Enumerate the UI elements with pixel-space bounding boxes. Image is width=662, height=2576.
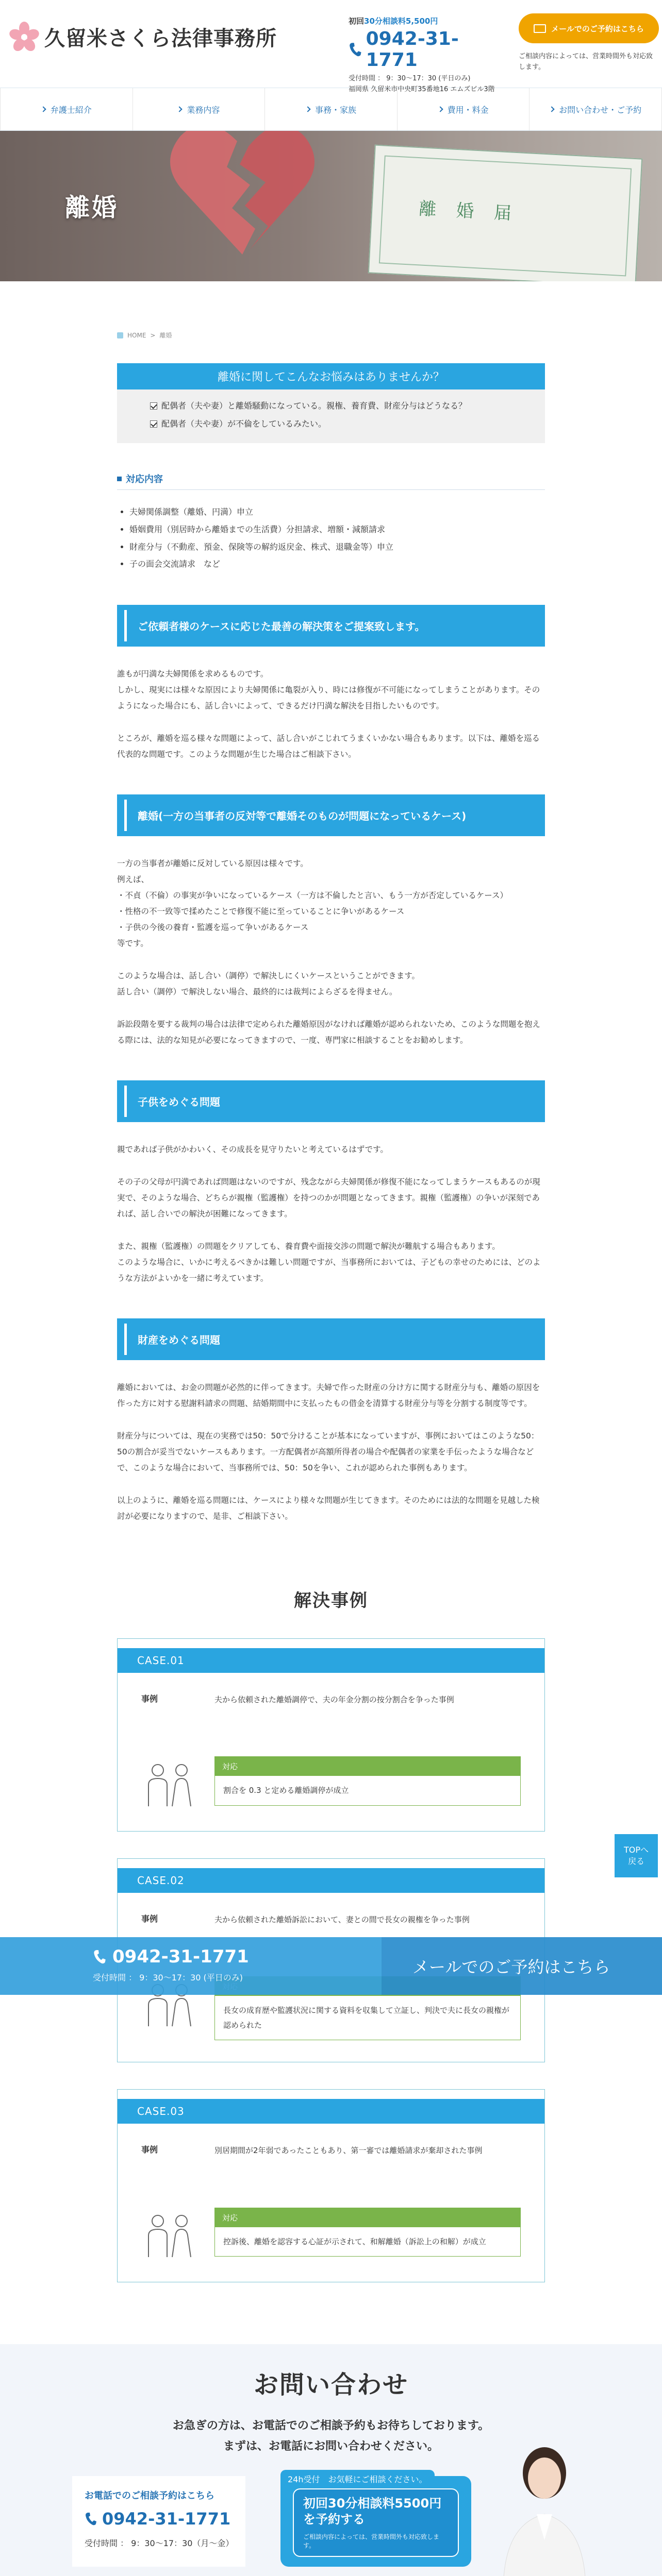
breadcrumb-current: 離婚 (159, 332, 172, 339)
nav-lawyer[interactable]: 弁護士紹介 (0, 88, 133, 130)
nav-family[interactable]: 事務・家族 (265, 88, 398, 130)
case-head: CASE.03 (118, 2099, 544, 2124)
worry-title: 離婚に関してこんなお悩みはありませんか？ (117, 363, 545, 389)
phone-icon (349, 42, 362, 57)
header-contact (349, 15, 508, 95)
broken-heart-icon (160, 131, 325, 265)
breadcrumb: HOME > 離婚 (117, 331, 545, 340)
header-phone[interactable]: 0942-31-1771 (349, 28, 508, 71)
nav-services[interactable]: 業務内容 (133, 88, 266, 130)
contact-phone-card[interactable]: お電話でのご相談予約はこちら 0942-31-1771 受付時間 ： 9：30〜17：30（月〜金） (72, 2476, 245, 2567)
case-response: 対応 割合を 0.3 と定める離婚調停が成立 (214, 1756, 521, 1806)
floating-mail-button[interactable]: メールでのご予約はこちら (382, 1937, 662, 1995)
section-body: 離婚においては、お金の問題が必然的に伴ってきます。夫婦で作った財産の分け方に関する財産分与も、離婚の原因を作った方に対する慰謝料請求の問題、結婚期間中に支払ったもの借金を清算する財産分与等を分割する制度等です。 財産分与については、現在の実務では50：50で分けることが基本になっていますが、事例においてはこのような50：50の割合が妥当でないケースもあります。一方配偶者が高額所得者の場合や配偶者の家業を手伝ったような場合などで、このような場合において、当事務所では、50：50を争い、これが認められた事例もあります。 以上のように、離婚を巡る問題には、ケースにより様々な問題が生じてきます。そのためには法的な問題を見越した検討が必要になりますので、是非、ご相談下さい。 (117, 1382, 540, 1521)
floating-contact-bar (0, 1937, 662, 1995)
list-item: • 婚姻費用（別居時から離婚までの生活費）分担請求、増額・減額請求 (129, 521, 545, 538)
section-heading: 子供をめぐる問題 (117, 1080, 545, 1122)
site-name: 久留米さくら法律事務所 (44, 26, 277, 50)
chevron-right-icon (437, 106, 443, 112)
section-heading: 離婚(一方の当事者の反対等で離婚そのものが問題になっているケース) (117, 794, 545, 836)
list-item: • 子の面会交流請求 など (129, 555, 545, 573)
mail-icon (534, 24, 546, 33)
back-to-top-button[interactable]: TOPへ 戻る (615, 1834, 658, 1877)
site-header (0, 0, 662, 93)
worry-list (117, 389, 545, 443)
header-hours: 受付時間 ： 9：30〜17：30 (平日のみ) 福岡県 久留米市中央町35番地16 エムズビル3階 (349, 75, 495, 93)
people-icon (141, 1761, 198, 1807)
sakura-icon (9, 22, 39, 52)
section-body: 誰もが円満な夫婦関係を求めるものです。 しかし、現実には様々な原因により夫婦関係に亀裂が入り、時には修復が不可能になってしまうことがあります。そのようになった場合にも、話し合いによって、できるだけ円満な解決を目指したいものです。 ところが、離婚を巡る様々な問題によって、話し合いがこじれてうまくいかない場合もあります。以下は、離婚を巡る代表的な問題です。このような問題が生じた場合はご相談下さい。 (117, 669, 540, 759)
worry-item: 配偶者（夫や妻）と離婚騒動になっている。親権、養育費、財産分与はどうなる？ (150, 397, 512, 415)
contact-section (0, 2344, 662, 2576)
contact-title: お問い合わせ (253, 2370, 408, 2400)
nav-fees[interactable]: 費用・料金 (398, 88, 530, 130)
case-card: CASE.01 事例 夫から依頼された離婚調停で、夫の年金分割の按分割合を争った事例 対応 割合を 0.3 と定める離婚調停が成立 (117, 1638, 545, 1832)
checkbox-icon (150, 402, 157, 410)
contact-lead: お急ぎの方は、お電話でのご相談予約もお待ちしております。 まずは、お電話にお問い合わせください。 (172, 2419, 490, 2453)
global-nav (0, 88, 662, 131)
home-icon (117, 332, 123, 338)
mail-reserve-button[interactable]: メールでのご予約はこちら (519, 13, 659, 43)
case-card: CASE.02 事例 夫から依頼された離婚訴訟において、妻との間で長女の親権を争った事例 長女の成育歴や監護状況に関する資料を収集して立証し、判決で夫に長女の親権が認められた (117, 1858, 545, 2063)
case-head: CASE.02 (118, 1868, 544, 1893)
chevron-right-icon (549, 106, 554, 112)
phone-icon (93, 1949, 106, 1964)
scope-list (129, 503, 545, 572)
list-item: • 財産分与（不動産、預金、保険等の解約返戻金、株式、退職金等）申立 (129, 538, 545, 556)
people-icon (141, 2212, 198, 2258)
square-icon (117, 477, 122, 481)
lawyer-photo (493, 2437, 596, 2576)
breadcrumb-home[interactable]: HOME (127, 331, 146, 339)
floating-phone-button[interactable]: 0942-31-1771 受付時間 ： 9：30〜17：30 (平日のみ) (0, 1937, 382, 1995)
first-consult-badge: 初回30分相談料5,500円 (349, 16, 438, 26)
list-item: • 夫婦関係調整（離婚、円満）申立 (129, 503, 545, 521)
section-heading: 財産をめぐる問題 (117, 1318, 545, 1360)
header-note: ご相談内容によっては、営業時間外も対応致します。 (519, 53, 653, 71)
nav-contact[interactable]: お問い合わせ・ご予約 (529, 88, 662, 130)
chevron-right-icon (40, 106, 46, 112)
case-head: CASE.01 (118, 1648, 544, 1673)
page-title: 離婚 (65, 193, 119, 222)
checkbox-icon (150, 420, 157, 428)
divorce-form-image: 離 婚 届 (368, 145, 642, 281)
case-response: 対応 控訴後、離婚を認容する心証が示されて、和解離婚（訴訟上の和解）が成立 (214, 2208, 521, 2257)
chevron-right-icon (305, 106, 310, 112)
case-card: CASE.03 事例 別居期間が2年弱であったこともあり、第一審では離婚請求が棄却された事例 対応 控訴後、離婚を認容する心証が示されて、和解離婚（訴訟上の和解）が成立 (117, 2089, 545, 2282)
phone-icon (85, 2512, 97, 2526)
site-logo[interactable] (9, 22, 277, 52)
section-body: 一方の当事者が離婚に反対している原因は様々です。 例えば、 ・不貞（不倫）の事実が争いになっているケース（一方は不倫したと言い、もう一方が否定しているケース） ・性格の不一致等で揉めたことで修復不能に至っていることに争いがあるケース ・子供の今後の養育・監護を巡って争いがあるケース 等です。 このような場合は、話し合い（調停）で解決しにくいケースということができます。 話し合い（調停）で解決しない場合、最終的には裁判によらざるを得ません。 訴訟段階を要する裁判の場合は法律で定められた離婚原因がなければ離婚が認められないため、このような問題を抱える際には、法的な知見が必要になってきますので、一度、専門家に相談することをお勧めします。 (117, 858, 540, 1045)
section-heading: ご依頼者様のケースに応じた最善の解決策をご提案致します。 (117, 605, 545, 647)
cases-title: 解決事例 (294, 1590, 368, 1611)
section-body: 親であれば子供がかわいく、その成長を見守りたいと考えているはずです。 その子の父母が円満であれば問題はないのですが、残念ながら夫婦関係が修復不能になってしまうケースもあるのが現実で、そのような場合、どちらが親権（監護権）を持つのかが問題となってきます。親権（監護権）の争いが深刻であれば、話し合いでの解決が困難になってきます。 また、親権（監護権）の問題をクリアしても、養育費や面接交渉の問題で解決が難航する場合もあります。 このような場合に、いかに考えるべきかは難しい問題ですが、当事務所においては、子どもの幸せのためには、どのような方法がよいかを一緒に考えています。 (117, 1144, 541, 1283)
scope-label: 対応内容 (117, 472, 545, 490)
worry-item: 配偶者（夫や妻）が不倫をしているみたい。 (150, 415, 512, 433)
contact-mail-card[interactable]: 24h受付 お気軽にご相談ください。 初回30分相談料5500円 を予約する ご相談内容によっては、営業時間外も対応致します。 (280, 2476, 471, 2567)
chevron-right-icon (177, 106, 183, 112)
worry-box (117, 363, 545, 443)
hero-banner (0, 131, 662, 281)
case-response: 長女の成育歴や監護状況に関する資料を収集して立証し、判決で夫に長女の親権が認められた (214, 1976, 521, 2040)
